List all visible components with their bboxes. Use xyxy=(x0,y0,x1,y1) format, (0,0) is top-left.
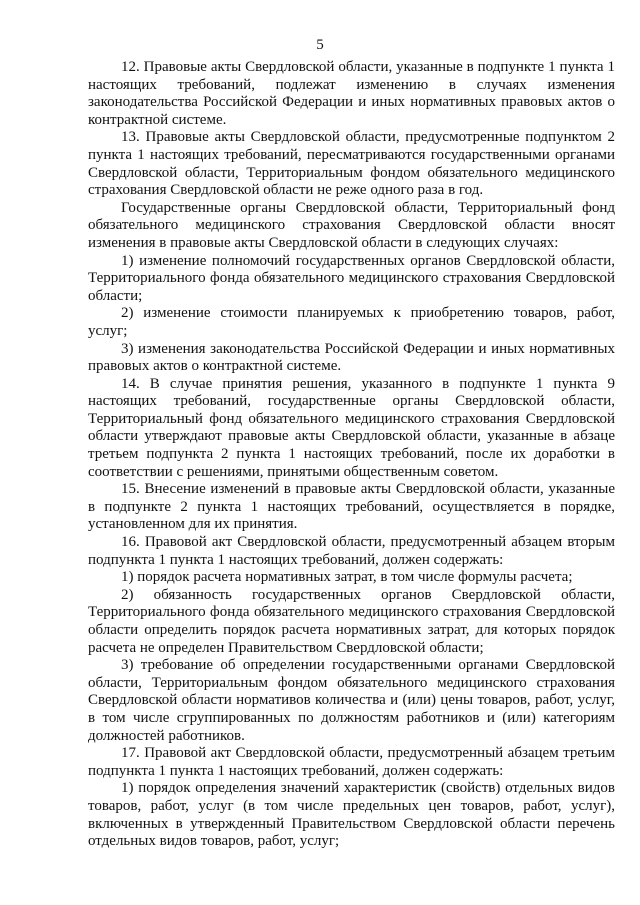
paragraph-13-intro-cases: Государственные органы Свердловской области, Территориальный фонд обязательного медицинского страхования Свердловской области вносят изменения в правовые акты Свердловской области в следующих случаях: xyxy=(88,199,615,251)
list-item-17-1: 1) порядок определения значений характеристик (свойств) отдельных видов товаров, работ, услуг (в том числе предельных цен товаров, работ, услуг), включенных в утвержденный Правительством Свердловской области перечень отдельных видов товаров, работ, услуг; xyxy=(88,780,615,850)
list-item-13-2: 2) изменение стоимости планируемых к приобретению товаров, работ, услуг; xyxy=(88,305,615,339)
document-body xyxy=(88,59,615,851)
list-item-16-3: 3) требование об определении государственными органами Свердловской области, Территориальным фондом обязательного медицинского страхования Свердловской области нормативов количества и (или) цены товаров, работ, услуг, в том числе сгруппированных по должностям работников и (или) категориям должностей работников. xyxy=(88,657,615,744)
paragraph-16: 16. Правовой акт Свердловской области, предусмотренный абзацем вторым подпункта 1 пункта 1 настоящих требований, должен содержать: xyxy=(88,534,615,568)
paragraph-15: 15. Внесение изменений в правовые акты Свердловской области, указанные в подпункте 2 пункта 1 настоящих требований, осуществляется в порядке, установленном для их принятия. xyxy=(88,481,615,533)
list-item-13-3: 3) изменения законодательства Российской Федерации и иных нормативных правовых актов о контрактной системе. xyxy=(88,340,615,375)
list-item-13-1: 1) изменение полномочий государственных органов Свердловской области, Территориального фонда обязательного медицинского страхования Свердловской области; xyxy=(88,252,615,304)
paragraph-17: 17. Правовой акт Свердловской области, предусмотренный абзацем третьим подпункта 1 пункта 1 настоящих требований, должен содержать: xyxy=(88,745,615,779)
list-item-16-2: 2) обязанность государственных органов Свердловской области, Территориального фонда обязательного медицинского страхования Свердловской области определить порядок расчета нормативных затрат, для которых порядок расчета не определен Правительством Свердловской области; xyxy=(88,586,615,656)
list-item-16-1: 1) порядок расчета нормативных затрат, в том числе формулы расчета; xyxy=(121,569,573,586)
paragraph-14: 14. В случае принятия решения, указанного в подпункте 1 пункта 9 настоящих требований, государственные органы Свердловской области, Территориальный фонд обязательного медицинского страхования Свердловской области утверждают правовые акты Свердловской области, указанные в абзаце третьем подпункта 2 пункта 1 настоящих требований, после их доработки в соответствии с решениями, принятыми общественным советом. xyxy=(88,375,615,480)
paragraph-12: 12. Правовые акты Свердловской области, указанные в подпункте 1 пункта 1 настоящих требований, подлежат изменению в случаях изменения законодательства Российской Федерации и иных нормативных правовых актов о контрактной системе. xyxy=(88,59,615,128)
paragraph-13: 13. Правовые акты Свердловской области, предусмотренные подпунктом 2 пункта 1 настоящих требований, пересматриваются государственными органами Свердловской области, Территориальным фондом обязательного медицинского страхования Свердловской области не реже одного раза в год. xyxy=(88,129,615,199)
page-number: 5 xyxy=(316,37,324,53)
